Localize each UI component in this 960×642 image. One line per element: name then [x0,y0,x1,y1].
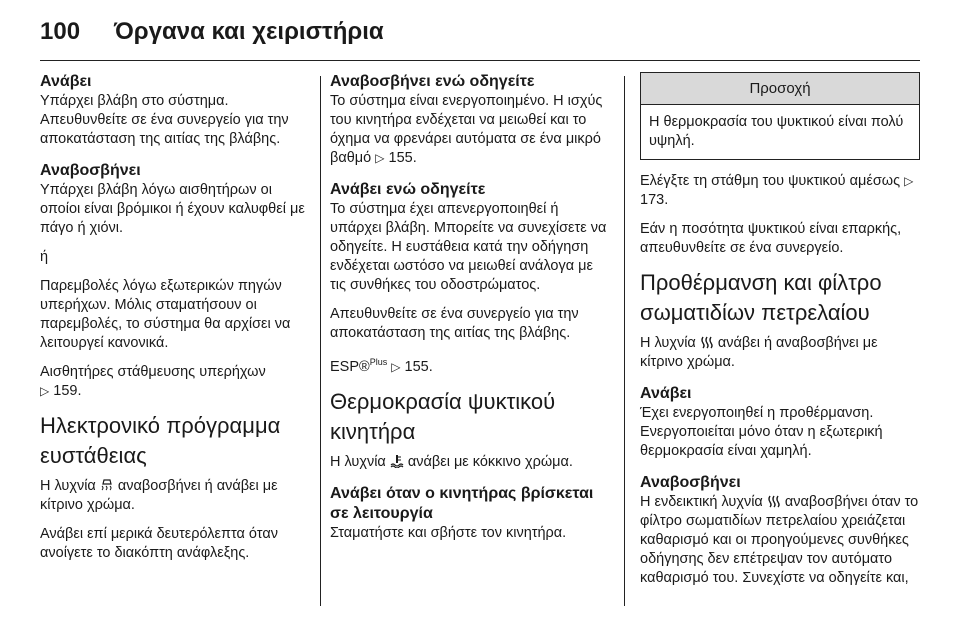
glow-plug-icon [767,494,781,508]
page-number: 100 [40,18,81,45]
text: Η λυχνία [640,335,696,351]
paragraph: Υπάρχει βλάβη στο σύστημα. Απευθυνθείτε σε ένα συνεργείο για την αποκατάσταση της αιτίας της βλάβης. [40,93,289,147]
glow-plug-icon [700,335,714,349]
caution-title: Προσοχή [641,73,919,105]
text: Η λυχνία [330,453,386,470]
paragraph: Εάν η ποσότητα ψυκτικού είναι επαρκής, απευθυνθείτε σε ένα συνεργείο. [640,221,902,256]
section-heading: Ηλεκτρονικό πρόγραμμα ευστάθειας [40,413,281,468]
esp-skid-icon [100,478,114,492]
text: αναβοσβήνει όταν το φίλτρο σωματιδίων πετρελαίου χρειάζεται καθαρισμό και οι προηγούμενες συνθήκες οδήγησης δεν επέτρεψαν τον αυτόματο καθαρισμό του. Συνεχίστε να οδηγείτε και, [640,494,919,586]
reference-arrow-icon: ▷ [391,359,401,374]
paragraph: Παρεμβολές λόγω εξωτερικών πηγών υπερήχων. Μόλις σταματήσουν οι παρεμβολές, το σύστημα θα αρχίσει να λειτουργεί κανονικά. [40,278,291,351]
caution-text: Η θερμοκρασία του ψυκτικού είναι πολύ υψηλή. [649,114,904,149]
column-divider-2 [624,76,625,606]
page-ref-link[interactable]: 155. [388,150,417,166]
header-divider [40,60,920,61]
paragraph: Ανάβει επί μερικά δευτερόλεπτα όταν ανοίγετε το διακόπτη ανάφλεξης. [40,526,278,561]
text: ESP® [330,358,370,375]
text: ανάβει ή αναβοσβήνει με κίτρινο χρώμα. [640,335,878,370]
section-heading: Θερμοκρασία ψυκτικού κινητήρα [330,388,556,444]
column-1 [40,72,308,573]
paragraph: Απευθυνθείτε σε ένα συνεργείο για την αποκατάσταση της αιτίας της βλάβης. [330,306,579,341]
paragraph [330,353,610,377]
superscript: Plus [369,357,388,367]
coolant-thermometer-icon [390,454,404,468]
reference-arrow-icon: ▷ [375,151,385,165]
column-divider-1 [320,76,321,606]
paragraph: Σταματήστε και σβήστε τον κινητήρα. [330,524,567,541]
page-title: Όργανα και χειριστήρια [114,18,384,45]
paragraph [640,493,920,588]
paragraph [40,477,308,515]
page-ref-link[interactable]: 173. [640,192,669,208]
text: Το σύστημα είναι ενεργοποιημένο. Η ισχύς του κινητήρα ενδέχεται να μειωθεί και το όχημα να φρενάρει αυτόματα σε ένα μικρό βαθμό [330,93,603,166]
column-3 [640,72,920,598]
paragraph: Έχει ενεργοποιηθεί η προθέρμανση. Ενεργοποιείται μόνο όταν η εξωτερική θερμοκρασία είναι χαμηλή. [640,405,883,459]
paragraph: Το σύστημα έχει απενεργοποιηθεί ή υπάρχει βλάβη. Μπορείτε να συνεχίσετε να οδηγείτε. Η ευστάθεια κατά την οδήγηση ενδέχεται ωστόσο να μειωθεί ανάλογα με τις συνθήκες του οδοστρώματος. [330,201,607,293]
paragraph [330,92,610,168]
paragraph [40,363,308,401]
caution-box [640,72,920,160]
reference-arrow-icon: ▷ [904,174,914,188]
text: Η λυχνία [40,478,96,494]
section-title: Ανάβει [40,73,92,90]
section-title: Ανάβει ενώ οδηγείτε [330,181,486,198]
text: Η ενδεικτική λυχνία [640,494,763,510]
section-title: Αναβοσβήνει ενώ οδηγείτε [330,73,535,90]
text: Αισθητήρες στάθμευσης υπερήχων [40,364,266,380]
text: ανάβει με κόκκινο χρώμα. [407,453,573,470]
paragraph [640,172,920,210]
section-heading: Προθέρμανση και φίλτρο σωματιδίων πετρελαίου [640,270,882,325]
paragraph [640,334,920,372]
paragraph [330,453,610,472]
page-ref-link[interactable]: 159. [53,383,82,399]
section-title: Αναβοσβήνει [640,474,741,491]
paragraph: Υπάρχει βλάβη λόγω αισθητήρων οι οποίοι είναι βρόμικοι ή έχουν καλυφθεί με πάγο ή χιόνι. [40,182,305,236]
page-header [40,14,920,54]
text: Ελέγξτε τη στάθμη του ψυκτικού αμέσως [640,173,901,189]
column-2 [330,72,610,553]
section-title: Ανάβει [640,385,692,402]
section-title: Αναβοσβήνει [40,162,141,179]
page-ref-link[interactable]: 155. [404,358,433,375]
paragraph: ή [40,249,49,265]
section-title: Ανάβει όταν ο κινητήρας βρίσκεται σε λειτουργία [330,484,594,522]
reference-arrow-icon: ▷ [40,384,50,398]
text: αναβοσβήνει ή ανάβει με κίτρινο χρώμα. [40,478,278,513]
